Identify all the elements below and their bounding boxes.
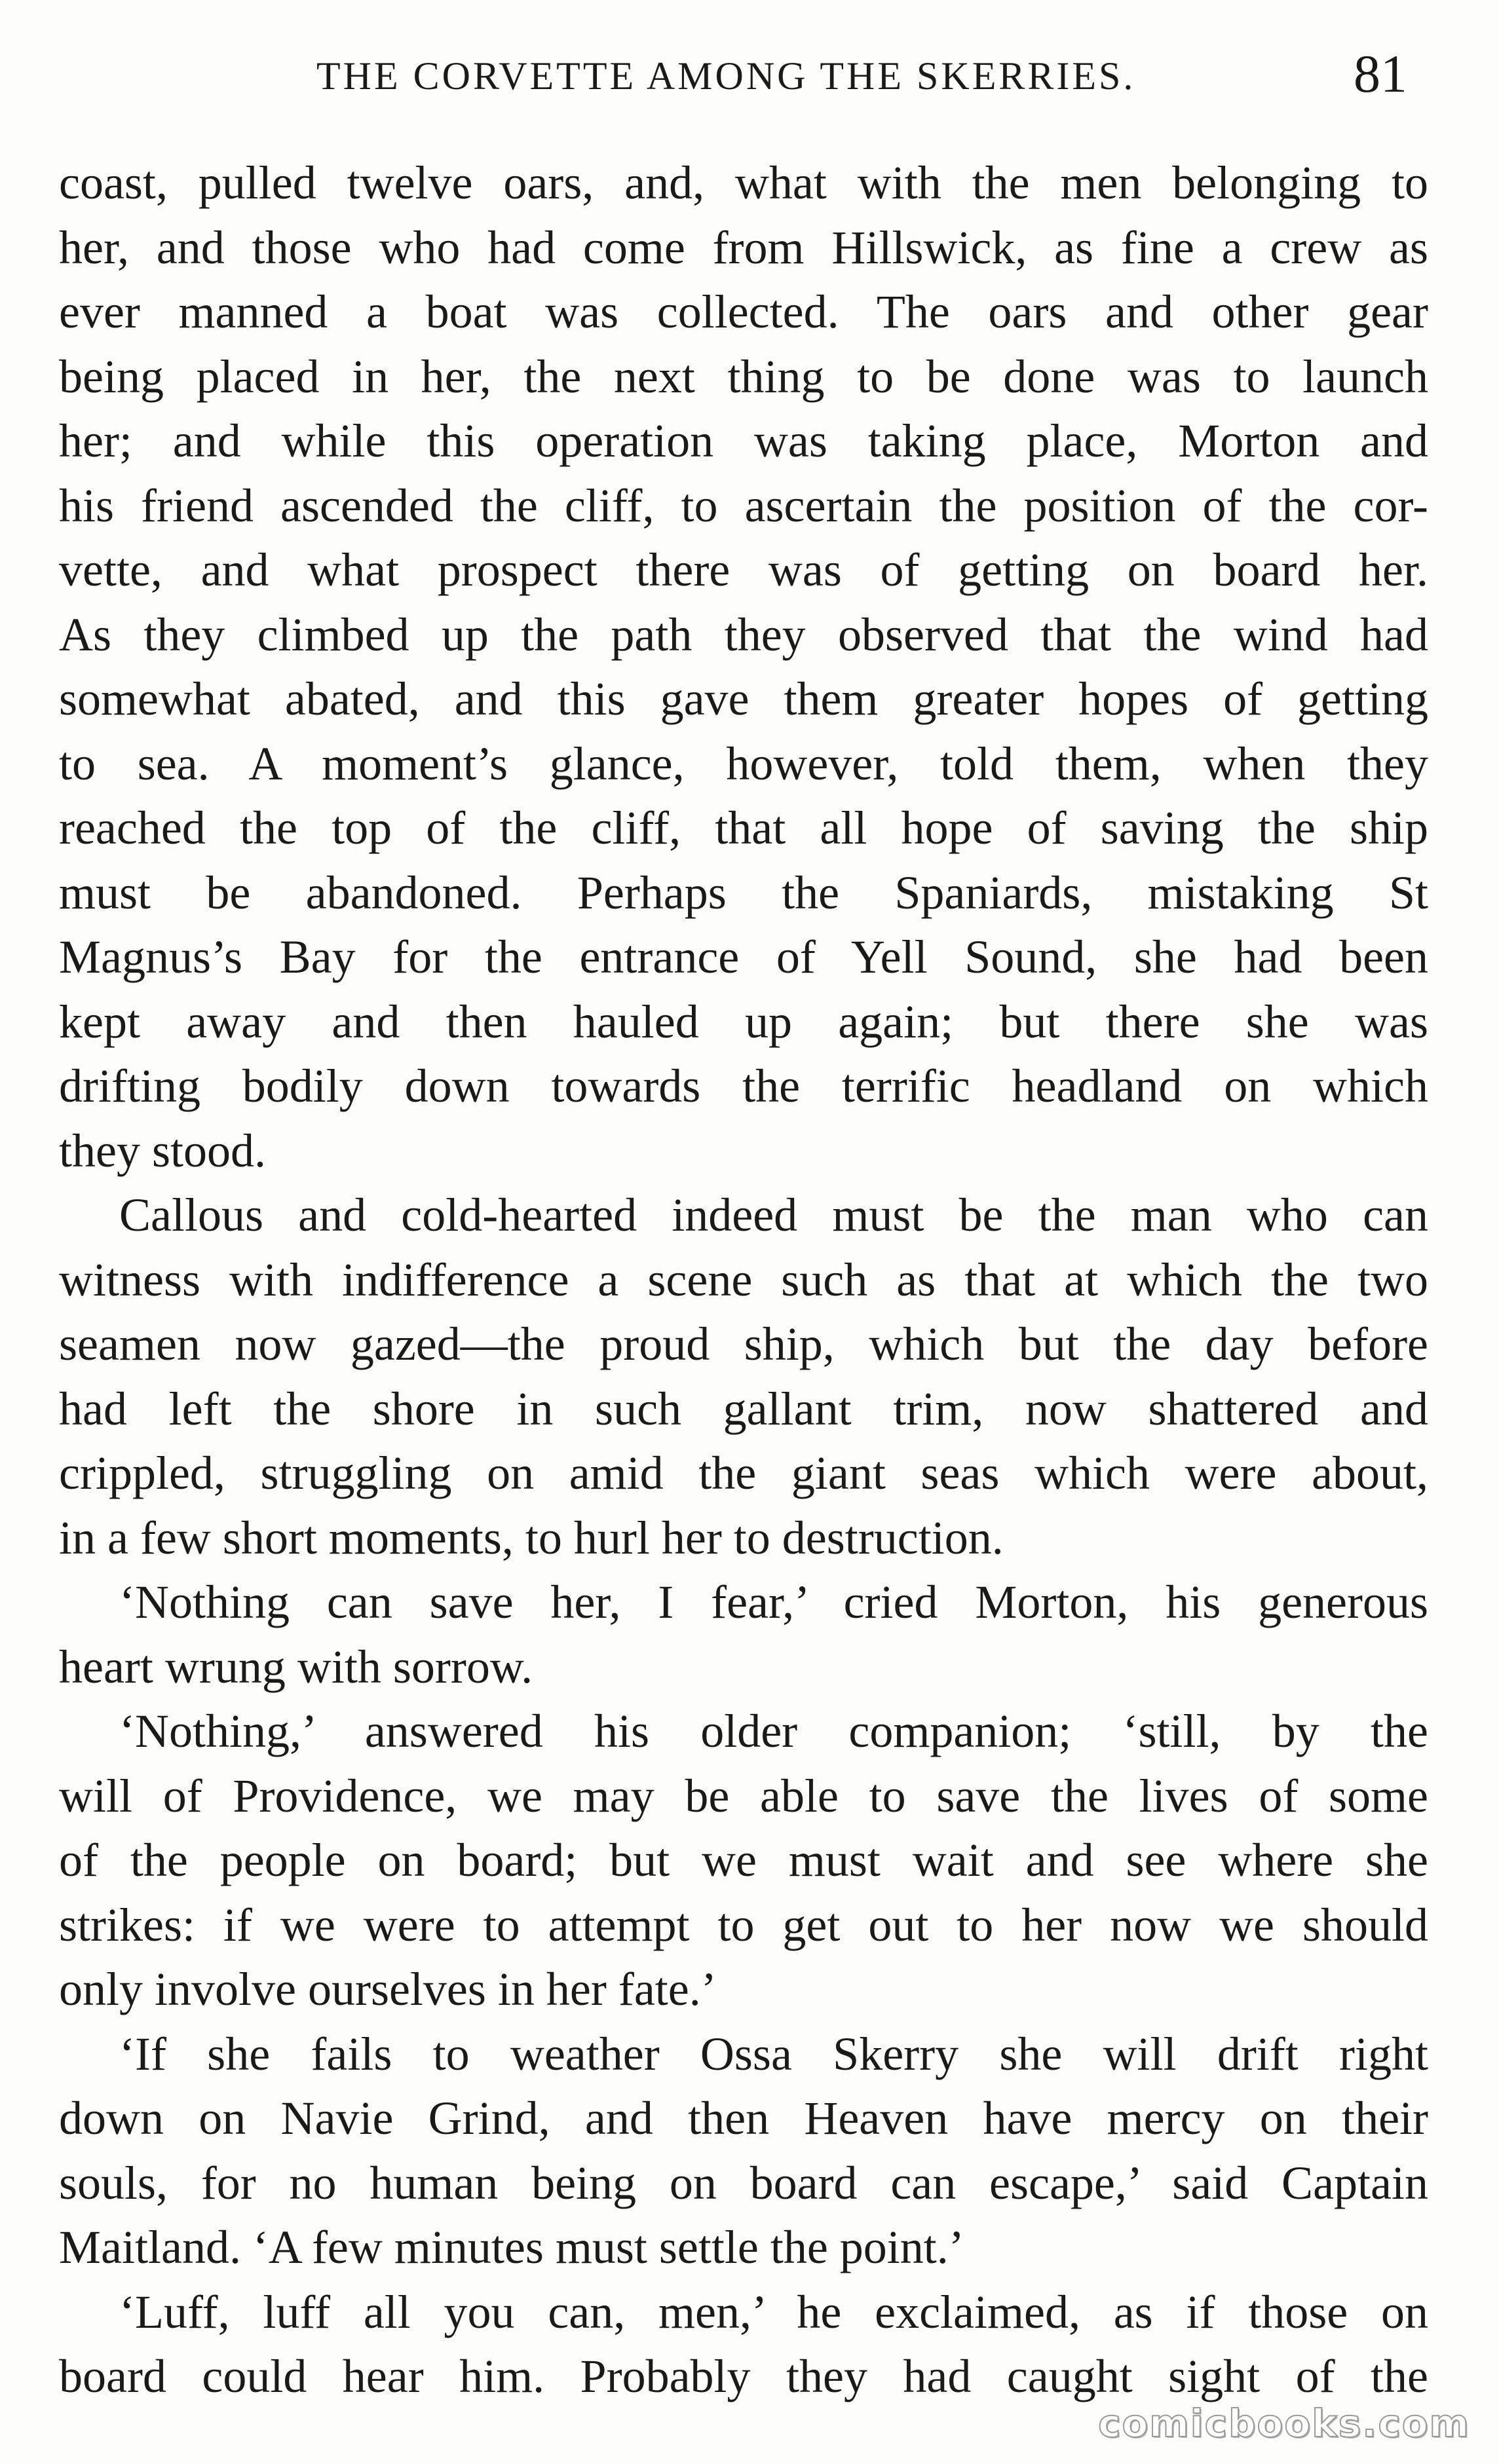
text-line: in a few short moments, to hurl her to destruction. [59,1511,1004,1564]
text-line: ‘If she fails to weather Ossa Skerry she will drift right [119,2027,1428,2080]
text-line: As they climbed up the path they observed that the wind had [59,608,1428,661]
text-line: reached the top of the cliff, that all hope of saving the ship [59,802,1428,854]
text-line: had left the shore in such gallant trim, now shattered and [59,1382,1428,1435]
text-line: strikes: if we were to attempt to get out to her now we should [59,1898,1428,1951]
text-line: ‘Luff, luff all you can, men,’ he exclaimed, as if those on [119,2285,1428,2338]
text-line: must be abandoned. Perhaps the Spaniards, mistaking St [59,866,1428,919]
text-line: will of Providence, we may be able to save the lives of some [59,1769,1428,1822]
text-line: souls, for no human being on board can escape,’ said Captain [59,2156,1428,2209]
text-line: ‘Nothing,’ answered his older companion; ‘still, by the [119,1705,1428,1757]
body-text [59,151,1428,2409]
text-line: somewhat abated, and this gave them greater hopes of getting [59,673,1428,725]
running-title: THE CORVETTE AMONG THE SKERRIES. [316,54,1136,98]
text-line: her; and while this operation was taking place, Morton and [59,415,1428,467]
text-line: his friend ascended the cliff, to ascertain the position of the cor- [59,479,1428,532]
text-line: drifting bodily down towards the terrific headland on which [59,1060,1428,1112]
text-line: board could hear him. Probably they had caught sight of the [59,2350,1428,2402]
text-line: Magnus’s Bay for the entrance of Yell Sound, she had been [59,931,1428,983]
text-line: kept away and then hauled up again; but there she was [59,995,1428,1048]
running-head [58,39,1420,111]
text-line: being placed in her, the next thing to be done was to launch [59,350,1428,403]
text-line: ‘Nothing can save her, I fear,’ cried Morton, his generous [119,1576,1428,1628]
text-line: Callous and cold-hearted indeed must be the man who can [119,1189,1428,1241]
page-number: 81 [1354,44,1407,103]
text-line: seamen now gazed—the proud ship, which but the day before [59,1318,1428,1370]
text-line: vette, and what prospect there was of getting on board her. [59,544,1428,596]
text-line: ever manned a boat was collected. The oars and other gear [59,286,1428,338]
text-line: heart wrung with sorrow. [59,1640,533,1693]
text-line: they stood. [59,1124,266,1177]
text-line: Maitland. ‘A few minutes must settle the point.’ [59,2221,964,2273]
text-line: down on Navie Grind, and then Heaven have mercy on their [59,2092,1428,2144]
text-line: of the people on board; but we must wait and see where she [59,1834,1428,1886]
text-line: only involve ourselves in her fate.’ [59,1963,717,2015]
text-line: crippled, struggling on amid the giant seas which were about, [59,1447,1428,1499]
text-line: her, and those who had come from Hillswick, as fine a crew as [59,221,1428,274]
text-line: coast, pulled twelve oars, and, what with the men belonging to [59,157,1428,209]
watermark-logo: comicbooks.com [1098,2401,1470,2446]
text-line: to sea. A moment’s glance, however, told them, when they [59,737,1428,790]
text-line: witness with indifference a scene such as that at which the two [59,1253,1428,1306]
